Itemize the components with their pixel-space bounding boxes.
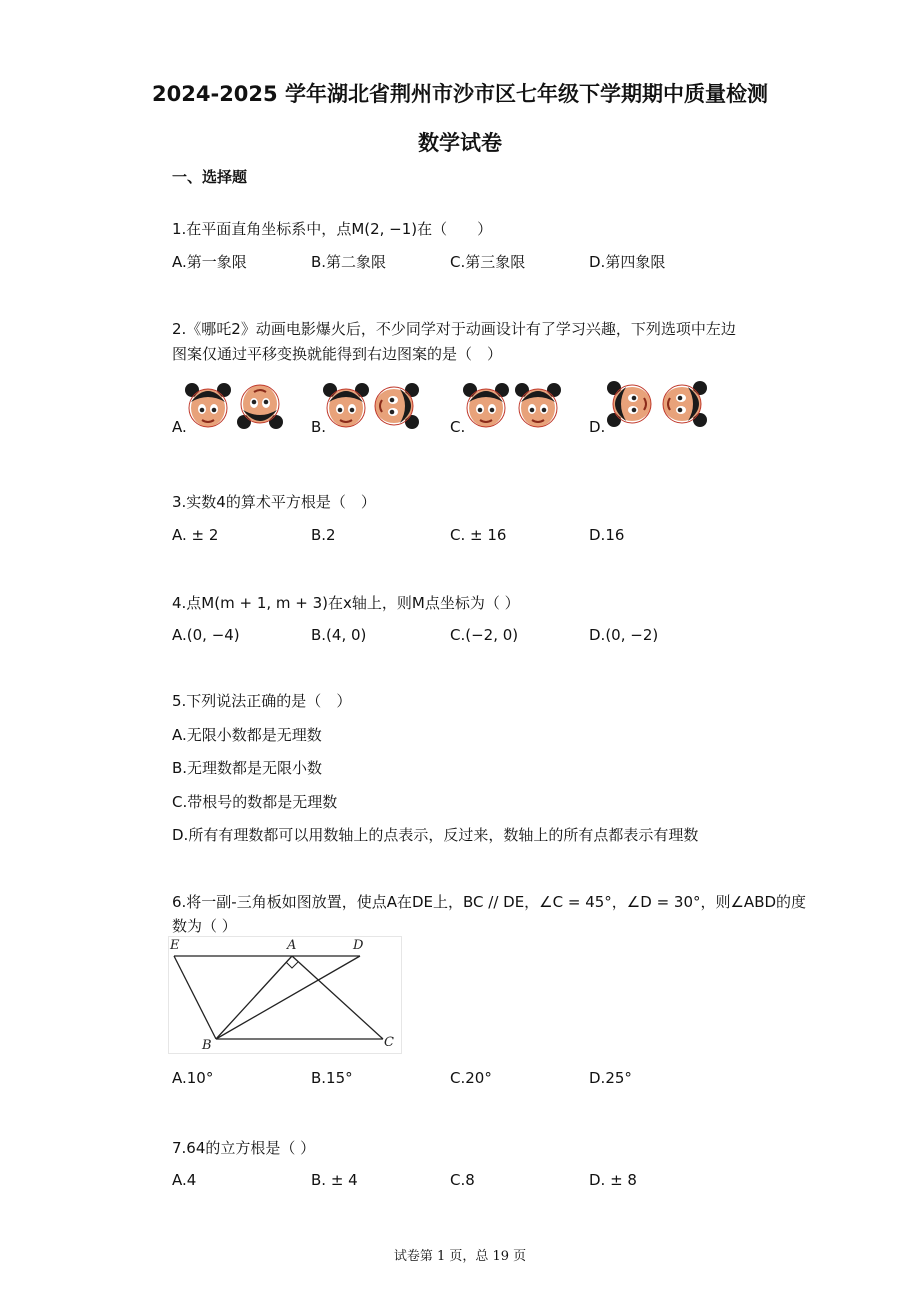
- nezha-face-translated-icon: [515, 383, 561, 427]
- question-1-stem: 1.在平面直角坐标系中，点M(2, −1)在（ ）: [172, 220, 493, 238]
- question-2-stem-line2: 图案仅通过平移变换就能得到右边图案的是（ ）: [172, 345, 503, 363]
- label-c: C: [384, 1035, 394, 1050]
- question-4-option-b: B.(4, 0): [311, 626, 367, 644]
- question-3-option-a: A. ± 2: [172, 526, 219, 544]
- question-3-option-c: C. ± 16: [450, 526, 507, 544]
- question-2-picture-c: [462, 378, 562, 434]
- question-2-option-b: B.: [311, 418, 327, 436]
- line-eb: [174, 956, 216, 1039]
- line-ba: [216, 956, 292, 1039]
- question-7-option-d: D. ± 8: [589, 1171, 637, 1189]
- question-2-picture-d: [606, 380, 712, 430]
- question-4-option-c: C.(−2, 0): [450, 626, 519, 644]
- question-7-option-b: B. ± 4: [311, 1171, 358, 1189]
- question-2-stem-line1: 2.《哪吒2》动画电影爆火后，不少同学对于动画设计有了学习兴趣，下列选项中左边: [172, 320, 736, 338]
- question-6-stem-line1: 6.将一副-三角板如图放置，使点A在DE上，BC // DE，∠C = 45°，∠D = 30°，则∠ABD的度: [172, 893, 807, 911]
- section-heading-choice: 一、选择题: [172, 168, 248, 186]
- question-6-option-b: B.15°: [311, 1069, 353, 1087]
- question-2-picture-a: [184, 378, 284, 434]
- question-6-triangle-figure: [168, 936, 402, 1054]
- question-4-stem: 4.点M(m + 1, m + 3)在x轴上，则M点坐标为（ ）: [172, 594, 520, 612]
- question-6-option-d: D.25°: [589, 1069, 632, 1087]
- question-2-option-d: D.: [589, 418, 606, 436]
- exam-title-line1: 2024-2025 学年湖北省荆州市沙市区七年级下学期期中质量检测: [152, 82, 768, 106]
- label-a: A: [287, 938, 297, 953]
- nezha-face-rotated-icon: [663, 381, 707, 427]
- right-angle-marker: [286, 962, 298, 968]
- label-d: D: [353, 938, 364, 953]
- question-6-stem-line2: 数为（ ）: [172, 917, 237, 935]
- page-footer: 试卷第 1 页，总 19 页: [393, 1249, 527, 1264]
- question-1-option-c: C.第三象限: [450, 253, 526, 271]
- question-3-stem: 3.实数4的算术平方根是（ ）: [172, 493, 376, 511]
- nezha-face-rotated-icon: [237, 385, 283, 429]
- question-5-option-b: B.无理数都是无限小数: [172, 759, 323, 777]
- question-3-option-b: B.2: [311, 526, 336, 544]
- nezha-face-icon: [185, 383, 231, 427]
- question-5-option-d: D.所有有理数都可以用数轴上的点表示，反过来，数轴上的所有点都表示有理数: [172, 826, 699, 844]
- question-2-option-c: C.: [450, 418, 466, 436]
- nezha-face-rotated-icon: [607, 381, 651, 427]
- nezha-face-rotated-icon: [375, 383, 419, 429]
- question-7-option-c: C.8: [450, 1171, 475, 1189]
- label-e: E: [170, 938, 180, 953]
- exam-title-line2: 数学试卷: [418, 131, 502, 155]
- question-5-option-c: C.带根号的数都是无理数: [172, 793, 338, 811]
- label-b: B: [202, 1038, 212, 1053]
- question-6-option-c: C.20°: [450, 1069, 492, 1087]
- figure-frame: [169, 937, 402, 1054]
- question-5-stem: 5.下列说法正确的是（ ）: [172, 692, 352, 710]
- nezha-face-icon: [323, 383, 369, 427]
- question-5-option-a: A.无限小数都是无理数: [172, 726, 322, 744]
- question-7-option-a: A.4: [172, 1171, 197, 1189]
- nezha-face-icon: [463, 383, 509, 427]
- question-1-option-a: A.第一象限: [172, 253, 247, 271]
- question-7-stem: 7.64的立方根是（ ）: [172, 1139, 316, 1157]
- question-1-option-b: B.第二象限: [311, 253, 387, 271]
- question-2-option-a: A.: [172, 418, 187, 436]
- question-3-option-d: D.16: [589, 526, 625, 544]
- question-2-picture-b: [322, 378, 422, 434]
- question-4-option-a: A.(0, −4): [172, 626, 240, 644]
- question-6-option-a: A.10°: [172, 1069, 214, 1087]
- question-1-option-d: D.第四象限: [589, 253, 666, 271]
- question-4-option-d: D.(0, −2): [589, 626, 659, 644]
